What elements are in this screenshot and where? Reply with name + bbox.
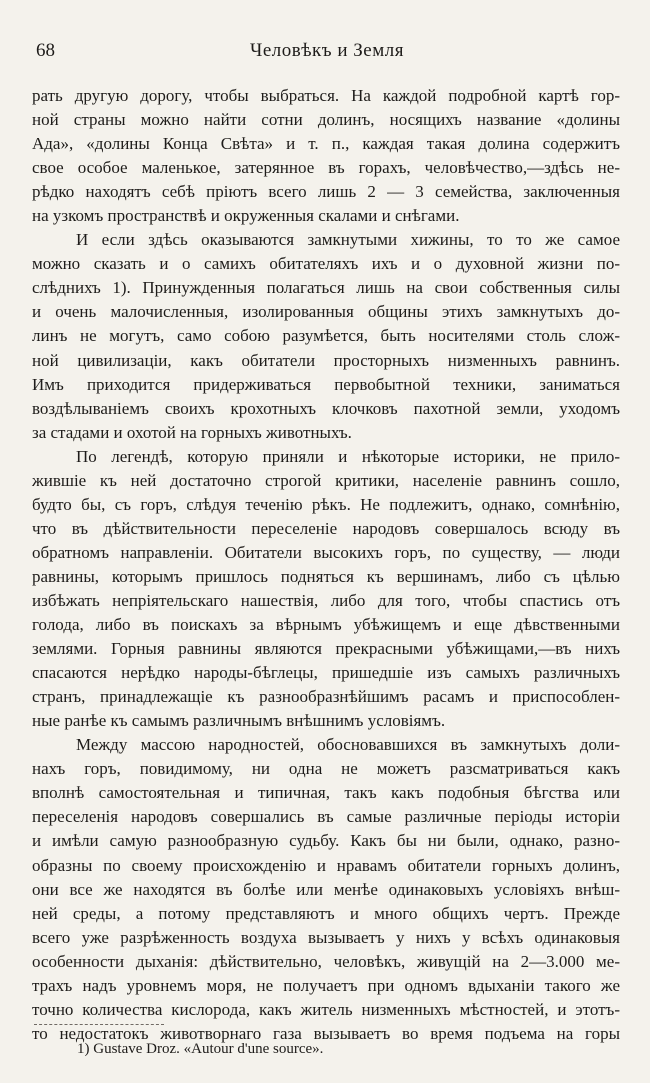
text-line: вполнѣ самостоятельная и типичная, такъ какъ подобныя бѣгства или: [32, 783, 620, 803]
text-line: равнины, которымъ пришлось подняться къ вершинамъ, либо съ цѣлью: [32, 566, 620, 586]
text-line: обратномъ направленіи. Обитатели высокихъ горъ, по существу, — люди: [32, 542, 620, 562]
footnote-divider: [34, 1024, 164, 1025]
text-line: слѣднихъ 1). Принужденныя полагаться лишь на свои собственныя силы: [32, 278, 620, 298]
text-line: землями. Горныя равнины являются прекрасными убѣжищами,—въ нихъ: [32, 639, 620, 659]
text-line: можно сказать и о самихъ обитателяхъ ихъ и о духовной жизни по-: [32, 254, 620, 274]
text-line: образны по своему происхожденію и нравамъ обитатели горныхъ долинъ,: [32, 855, 620, 875]
text-line: точно количества кислорода, какъ житель низменныхъ мѣстностей, и этотъ-: [32, 999, 620, 1019]
text-line: линъ не могутъ, само собою разумѣется, быть носителями столь слож-: [32, 326, 620, 346]
text-line: Между массою народностей, обосновавшихся въ замкнутыхъ доли-: [76, 735, 620, 755]
text-line: свое особое маленькое, затерянное въ горахъ, человѣчество,—здѣсь не-: [32, 158, 620, 178]
text-line: голода, либо въ поискахъ за вѣрнымъ убѣжищемъ и еще дѣвственными: [32, 615, 620, 635]
text-line: странъ, принадлежащіе къ разнообразнѣйшимъ расамъ и приспособлен-: [32, 687, 620, 707]
footnote: 1) Gustave Droz. «Autour d'une source».: [77, 1041, 324, 1057]
text-line: нахъ горъ, повидимому, ни одна не можетъ разсматриваться какъ: [32, 759, 620, 779]
text-line: и имѣли самую разнообразную судьбу. Какъ бы ни были, однако, разно-: [32, 831, 620, 851]
running-title: Человѣкъ и Земля: [250, 40, 404, 61]
page-number: 68: [36, 40, 55, 61]
text-line: на узкомъ пространствѣ и окруженныя скалами и снѣгами.: [32, 206, 460, 226]
page-header: [36, 40, 618, 70]
text-line: что въ дѣйствительности переселеніе народовъ совершалось всюду въ: [32, 518, 620, 538]
text-line: то недостатокъ животворнаго газа вызываетъ во время подъема на горы: [32, 1023, 620, 1043]
text-line: Имъ приходится придерживаться первобытной техники, заниматься: [32, 374, 620, 394]
text-line: рать другую дорогу, чтобы выбраться. На каждой подробной картѣ гор-: [32, 86, 620, 105]
text-line: спасаются нерѣдко народы-бѣглецы, пришедшіе изъ самыхъ различныхъ: [32, 663, 620, 683]
text-line: Ада», «долины Конца Свѣта» и т. п., каждая такая долина содержитъ: [32, 134, 620, 154]
text-line: особенности дыханія: дѣйствительно, человѣкъ, живущій на 2—3.000 ме-: [32, 951, 620, 971]
text-line: рѣдко находятъ себѣ пріютъ всего лишь 2 — 3 семейства, заключенныя: [32, 182, 620, 202]
text-line: По легендѣ, которую приняли и нѣкоторые историки, не прило-: [76, 446, 620, 466]
body-text: [32, 84, 620, 1046]
text-line: они все же находятся въ болѣе или менѣе одинаковыхъ условіяхъ внѣш-: [32, 879, 620, 899]
text-line: трахъ надъ уровнемъ моря, не получаетъ при одномъ вдыханіи такого же: [32, 975, 620, 995]
text-line: ной страны можно найти сотни долинъ, носящихъ название «долины: [32, 110, 620, 130]
text-line: всего уже разрѣженность воздуха вызываетъ у нихъ у всѣхъ одинаковыя: [32, 927, 620, 947]
text-line: ней среды, а потому представляютъ и много общихъ чертъ. Прежде: [32, 903, 620, 923]
text-line: и очень малочисленныя, изолированныя общины этихъ замкнутыхъ до-: [32, 302, 620, 322]
text-line: переселенія народовъ совершались въ самые различные періоды исторіи: [32, 807, 620, 827]
text-line: ные ранѣе къ самымъ различнымъ внѣшнимъ условіямъ.: [32, 711, 446, 731]
text-line: будто бы, съ горъ, слѣдуя теченію рѣкъ. Не подлежитъ, однако, сомнѣнію,: [32, 494, 620, 514]
text-line: ной цивилизаціи, какъ обитатели просторныхъ низменныхъ равнинъ.: [32, 350, 620, 370]
text-line: жившіе къ ней достаточно строгой критики, населеніе равнинъ сошло,: [32, 470, 620, 490]
text-line: воздѣлываніемъ своихъ крохотныхъ клочковъ пахотной земли, уходомъ: [32, 398, 620, 418]
text-line: И если здѣсь оказываются замкнутыми хижины, то то же самое: [76, 230, 620, 250]
text-line: избѣжать непріятельскаго нашествія, либо для того, чтобы спастись отъ: [32, 590, 620, 610]
text-line: за стадами и охотой на горныхъ животныхъ.: [32, 422, 352, 442]
